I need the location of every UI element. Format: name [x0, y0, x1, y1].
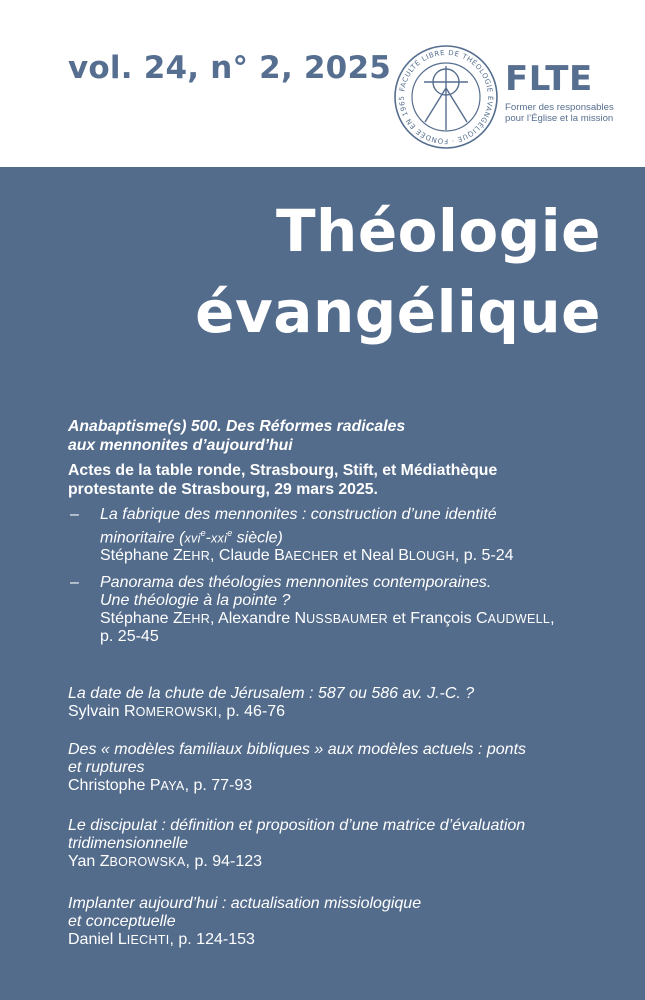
author-initial: B: [398, 547, 409, 565]
author-surname: BOROWSKA: [109, 855, 186, 869]
cover-header: [0, 0, 645, 167]
author-first: Neal: [360, 547, 399, 565]
article-title: [68, 741, 608, 777]
century-roman: xvi: [184, 531, 201, 546]
author-initial: C: [476, 610, 488, 628]
article-title: [68, 817, 608, 853]
item-title-line: La fabrique des mennonites : construction d’une identité: [100, 506, 497, 523]
faculty-seal-logo: [393, 44, 499, 150]
author-initial: Z: [172, 610, 183, 628]
author-first: Alexandre: [218, 610, 295, 628]
century-superscript: e: [227, 528, 233, 538]
article-author: [68, 853, 608, 871]
dossier-item: [70, 574, 608, 646]
item-title-line: Panorama des théologies mennonites contemporaines.: [100, 574, 492, 592]
author-surname: EHR: [182, 549, 211, 564]
dossier-item: [70, 506, 608, 565]
dossier-section: [68, 417, 608, 655]
dossier-subtitle-line: Actes de la table ronde, Strasbourg, Stift, et Médiathèque: [68, 462, 498, 479]
article-entry: [68, 895, 608, 949]
seal-text: FACULTÉ LIBRE DE THÉOLOGIE ÉVANGÉLIQUE · FONDÉE EN 1965: [397, 48, 495, 146]
article-pages: , p. 46-76: [217, 703, 286, 720]
author-first: Stéphane: [100, 610, 173, 628]
article-author: [68, 777, 608, 795]
item-pages: , p. 5-24: [454, 547, 514, 565]
article-author: [68, 931, 608, 949]
author-initial: B: [274, 547, 285, 565]
dossier-subtitle: [68, 461, 608, 499]
author-surname: EHR: [182, 612, 211, 627]
author-first: Daniel: [68, 931, 118, 948]
cover-panel: [0, 167, 645, 1000]
author-sep: et: [338, 547, 361, 565]
author-surname: AYA: [160, 779, 185, 793]
article-title-line: et ruptures: [68, 759, 145, 776]
article-title-line: La date de la chute de Jérusalem : 587 ou 586 av. J.-C. ?: [68, 685, 475, 702]
century-superscript: e: [200, 528, 206, 538]
journal-title-line-2: évangélique: [195, 278, 601, 346]
author-first: Christophe: [68, 777, 150, 794]
article-pages: , p. 124-153: [169, 931, 255, 948]
author-first: Claude: [218, 547, 275, 565]
brand-tagline: [505, 102, 640, 125]
author-surname: OMEROWSKI: [135, 705, 218, 719]
author-first: François: [410, 610, 477, 628]
author-sep: et: [388, 610, 411, 628]
century-separator: -: [205, 529, 211, 547]
article-title: [68, 895, 608, 931]
article-title-line: Le discipulat : définition et proposition d’une matrice d’évaluation: [68, 817, 526, 834]
article-entry: [68, 817, 608, 871]
author-surname: LOUGH: [408, 549, 455, 564]
dossier-items: [70, 506, 608, 646]
author-sep: ,: [550, 610, 555, 628]
century-roman: xxi: [211, 531, 228, 546]
article-entry: [68, 685, 608, 721]
item-pages: p. 25-45: [100, 628, 159, 646]
article-title-line: Implanter aujourd’hui : actualisation missiologique: [68, 895, 422, 912]
tagline-line: pour l’Église et la mission: [505, 113, 614, 125]
article-pages: , p. 77-93: [184, 777, 253, 794]
author-surname: USSBAUMER: [306, 612, 388, 627]
author-initial: Z: [172, 547, 183, 565]
author-initial: Z: [99, 853, 110, 870]
author-initial: R: [124, 703, 136, 720]
item-title-line: [100, 524, 608, 547]
article-title: [68, 685, 608, 703]
article-pages: , p. 94-123: [185, 853, 263, 870]
article-title-line: tridimensionnelle: [68, 835, 189, 852]
dossier-subtitle-line: protestante de Strasbourg, 29 mars 2025.: [68, 481, 378, 498]
dossier-lead-line: Anabaptisme(s) 500. Des Réformes radicales: [68, 418, 406, 435]
author-first: Sylvain: [68, 703, 125, 720]
journal-title-line-1: Théologie: [275, 197, 601, 265]
author-surname: AECHER: [284, 549, 339, 564]
author-first: Stéphane: [100, 547, 173, 565]
author-surname: IECHTI: [126, 933, 170, 947]
author-initial: N: [294, 610, 307, 628]
tagline-line: Former des responsables: [505, 102, 614, 113]
dash-bullet: –: [70, 574, 79, 592]
author-sep: ,: [210, 547, 219, 565]
item-title-part: siècle): [232, 529, 283, 547]
author-surname: AUDWELL: [487, 612, 551, 627]
volume-issue: vol. 24, n° 2, 2025: [68, 50, 391, 86]
author-sep: ,: [210, 610, 219, 628]
dossier-lead-line: aux mennonites d’aujourd’hui: [68, 437, 293, 454]
article-author: [68, 703, 608, 721]
author-initial: P: [149, 777, 161, 794]
article-entry: [68, 741, 608, 795]
item-authors: [100, 547, 608, 565]
item-authors: [100, 610, 608, 628]
author-first: Yan: [68, 853, 100, 870]
dash-bullet: –: [70, 506, 79, 523]
item-title-line: Une théologie à la pointe ?: [100, 592, 291, 610]
dossier-lead: [68, 417, 608, 455]
brand-acronym: FLTE: [505, 59, 593, 99]
article-title-line: Des « modèles familiaux bibliques » aux modèles actuels : ponts: [68, 741, 527, 758]
item-title-part: minoritaire (: [100, 529, 185, 547]
author-initial: L: [117, 931, 127, 948]
article-title-line: et conceptuelle: [68, 913, 176, 930]
